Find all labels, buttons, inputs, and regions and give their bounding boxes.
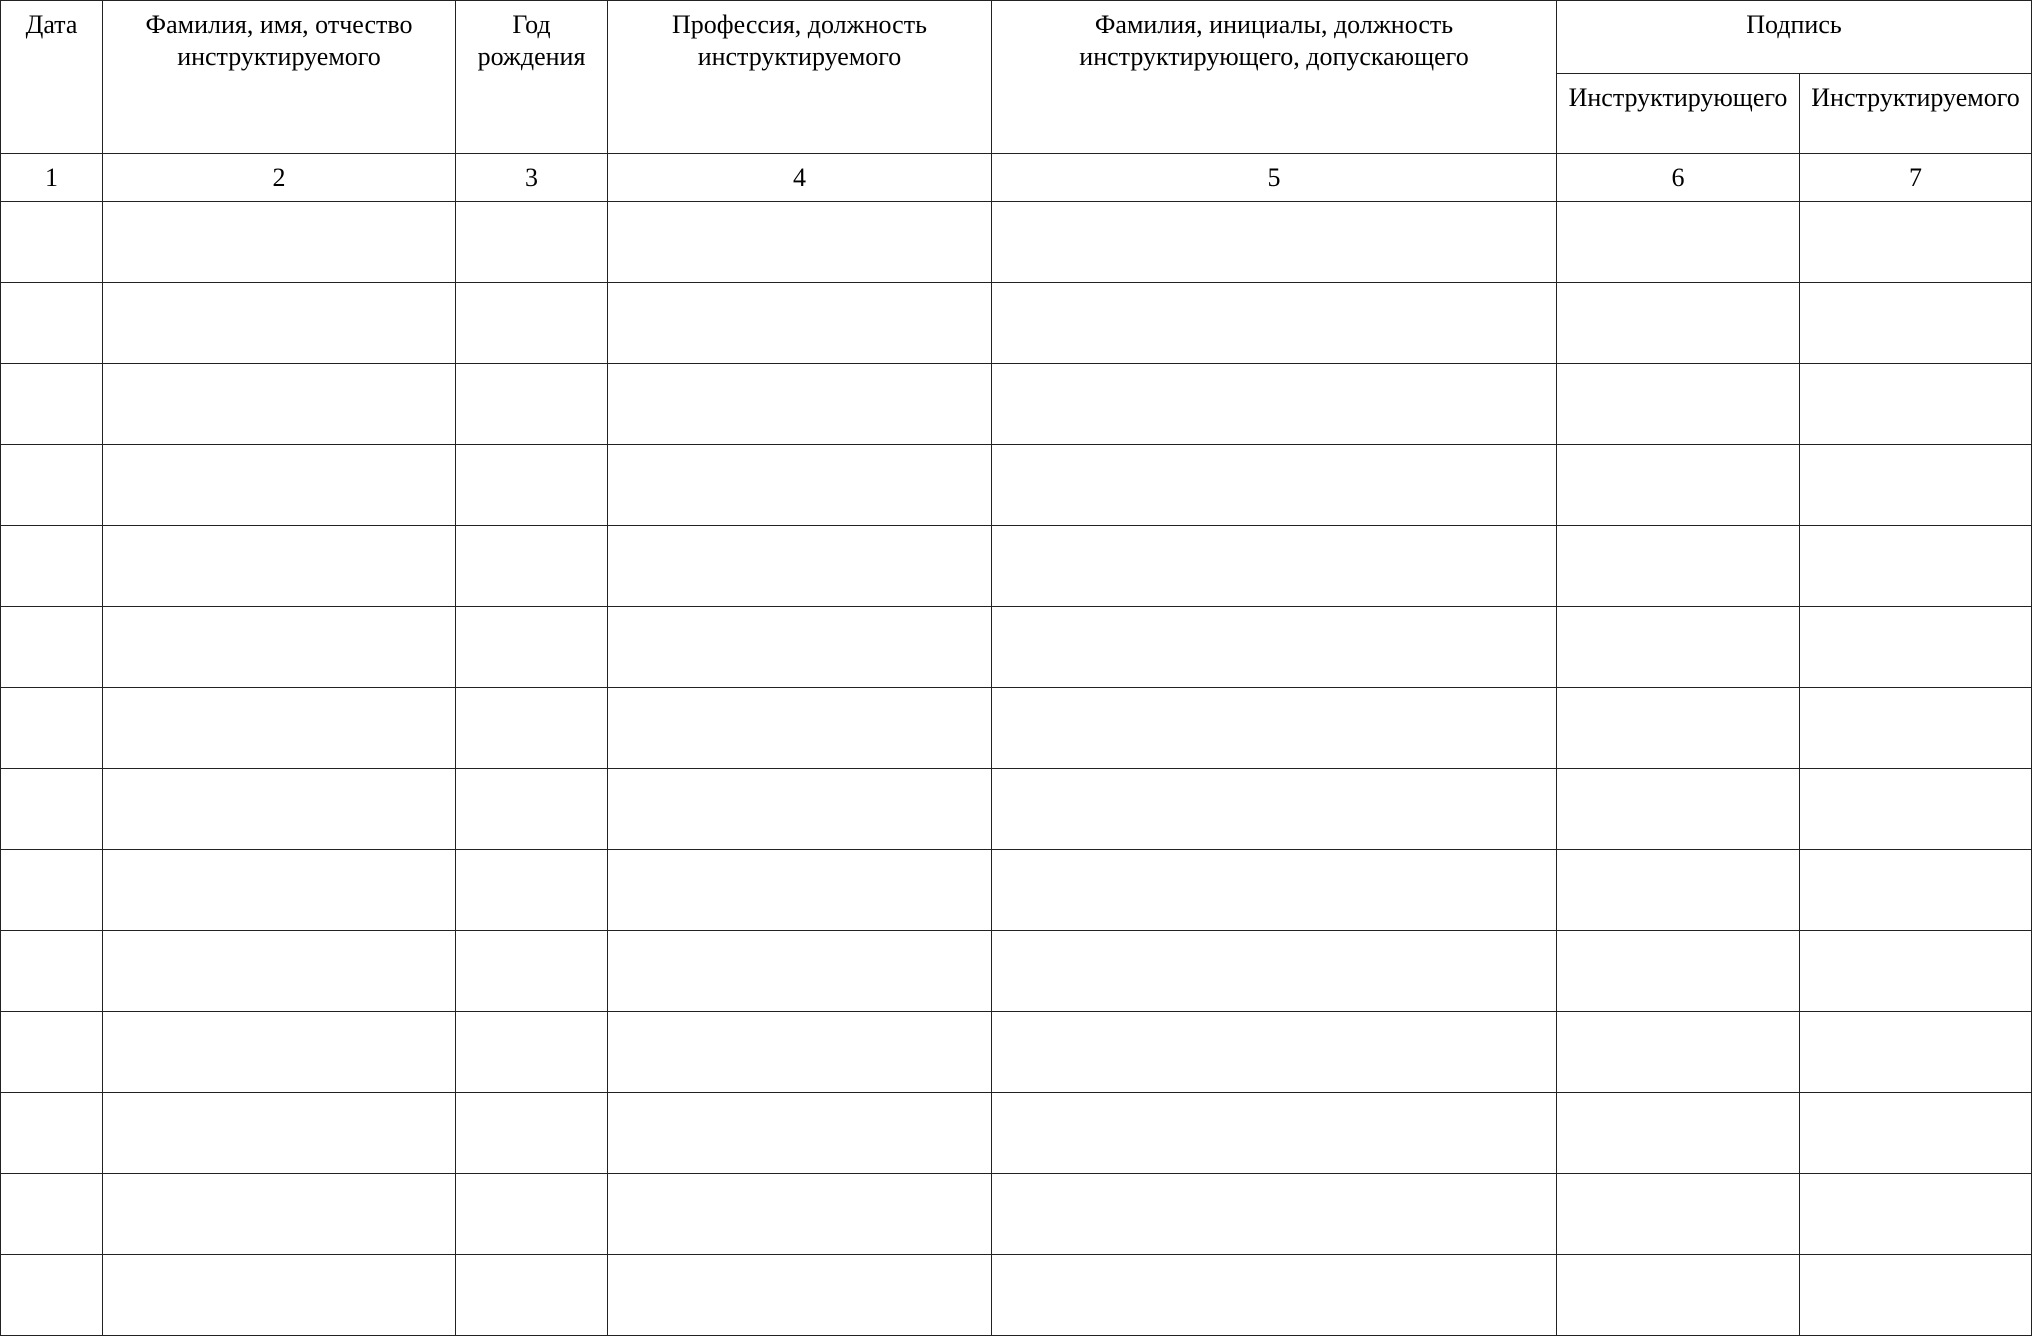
column-number-row — [1, 154, 2032, 202]
table-cell[interactable] — [1557, 202, 1800, 283]
table-cell[interactable] — [103, 1093, 456, 1174]
table-row — [1, 1093, 2032, 1174]
table-row — [1, 1012, 2032, 1093]
table-cell[interactable] — [1557, 769, 1800, 850]
table-cell[interactable] — [1, 202, 103, 283]
table-cell[interactable] — [608, 1093, 992, 1174]
column-number: 2 — [103, 154, 456, 202]
table-cell[interactable] — [1, 283, 103, 364]
column-number: 3 — [456, 154, 608, 202]
table-cell[interactable] — [456, 688, 608, 769]
table-cell[interactable] — [103, 202, 456, 283]
table-row — [1, 364, 2032, 445]
column-number: 5 — [992, 154, 1557, 202]
table-cell[interactable] — [608, 1174, 992, 1255]
header-instructor: Фамилия, инициалы, должность инструктирующего, допускающего — [992, 1, 1557, 154]
table-cell[interactable] — [1800, 445, 2032, 526]
table-cell[interactable] — [103, 931, 456, 1012]
table-row — [1, 769, 2032, 850]
table-cell[interactable] — [1557, 1093, 1800, 1174]
table-cell[interactable] — [1, 607, 103, 688]
table-cell[interactable] — [608, 850, 992, 931]
table-cell[interactable] — [608, 526, 992, 607]
table-cell[interactable] — [992, 283, 1557, 364]
header-full-name: Фамилия, имя, отчество инструктируемого — [103, 1, 456, 154]
table-cell[interactable] — [103, 1174, 456, 1255]
header-signature-instructor: Инструктирующего — [1557, 74, 1800, 154]
table-cell[interactable] — [1557, 1255, 1800, 1336]
table-row — [1, 445, 2032, 526]
header-date: Дата — [1, 1, 103, 154]
table-row — [1, 688, 2032, 769]
table-cell[interactable] — [992, 1093, 1557, 1174]
table-cell[interactable] — [1800, 283, 2032, 364]
column-number: 7 — [1800, 154, 2032, 202]
table-cell[interactable] — [1557, 445, 1800, 526]
table-cell[interactable] — [1557, 931, 1800, 1012]
table-cell[interactable] — [992, 526, 1557, 607]
table-row — [1, 1174, 2032, 1255]
table-row — [1, 202, 2032, 283]
table-cell[interactable] — [103, 364, 456, 445]
table-cell[interactable] — [1800, 364, 2032, 445]
table-cell[interactable] — [1, 526, 103, 607]
table-cell[interactable] — [103, 1255, 456, 1336]
table-cell[interactable] — [992, 1012, 1557, 1093]
table-cell[interactable] — [1, 1093, 103, 1174]
table-cell[interactable] — [608, 445, 992, 526]
table-cell[interactable] — [608, 688, 992, 769]
table-cell[interactable] — [1800, 688, 2032, 769]
header-signature-instructed: Инструктируемого — [1800, 74, 2032, 154]
table-cell[interactable] — [103, 445, 456, 526]
table-cell[interactable] — [103, 850, 456, 931]
table-cell[interactable] — [456, 607, 608, 688]
table-cell[interactable] — [1, 364, 103, 445]
table-row — [1, 850, 2032, 931]
table-cell[interactable] — [456, 850, 608, 931]
table-cell[interactable] — [1, 1174, 103, 1255]
table-cell[interactable] — [992, 607, 1557, 688]
table-cell[interactable] — [992, 931, 1557, 1012]
table-cell[interactable] — [1800, 1012, 2032, 1093]
table-cell[interactable] — [1557, 607, 1800, 688]
table-cell[interactable] — [992, 769, 1557, 850]
table-cell[interactable] — [103, 283, 456, 364]
table-cell[interactable] — [456, 1174, 608, 1255]
table-cell[interactable] — [608, 769, 992, 850]
table-row — [1, 607, 2032, 688]
table-cell[interactable] — [992, 1174, 1557, 1255]
table-cell[interactable] — [608, 607, 992, 688]
header-row — [1, 1, 2032, 74]
table-cell[interactable] — [103, 769, 456, 850]
table-cell[interactable] — [1800, 526, 2032, 607]
table-row — [1, 931, 2032, 1012]
table-cell[interactable] — [1, 445, 103, 526]
table-cell[interactable] — [456, 526, 608, 607]
table-cell[interactable] — [1800, 1255, 2032, 1336]
table-cell[interactable] — [1800, 1093, 2032, 1174]
table-row — [1, 283, 2032, 364]
table-cell[interactable] — [456, 769, 608, 850]
table-cell[interactable] — [1557, 526, 1800, 607]
table-cell[interactable] — [1800, 607, 2032, 688]
table-cell[interactable] — [608, 1255, 992, 1336]
table-cell[interactable] — [1, 1255, 103, 1336]
table-cell[interactable] — [608, 1012, 992, 1093]
table-body — [1, 202, 2032, 1336]
table-cell[interactable] — [1, 769, 103, 850]
table-cell[interactable] — [1800, 931, 2032, 1012]
table-cell[interactable] — [456, 445, 608, 526]
table-cell[interactable] — [992, 1255, 1557, 1336]
table-cell[interactable] — [456, 1012, 608, 1093]
table-cell[interactable] — [992, 688, 1557, 769]
table-cell[interactable] — [1557, 283, 1800, 364]
table-cell[interactable] — [1557, 688, 1800, 769]
table-cell[interactable] — [1557, 850, 1800, 931]
table-cell[interactable] — [456, 364, 608, 445]
table-cell[interactable] — [456, 931, 608, 1012]
table-cell[interactable] — [1800, 1174, 2032, 1255]
table-cell[interactable] — [1557, 1174, 1800, 1255]
table-cell[interactable] — [1800, 202, 2032, 283]
column-number: 1 — [1, 154, 103, 202]
table-cell[interactable] — [1, 850, 103, 931]
table-cell[interactable] — [103, 1012, 456, 1093]
table-cell[interactable] — [1800, 850, 2032, 931]
table-cell[interactable] — [456, 202, 608, 283]
table-cell[interactable] — [456, 283, 608, 364]
table-cell[interactable] — [103, 688, 456, 769]
header-signature-group: Подпись — [1557, 1, 2032, 74]
table-cell[interactable] — [1, 688, 103, 769]
table-row — [1, 526, 2032, 607]
table-cell[interactable] — [608, 364, 992, 445]
table-cell[interactable] — [608, 931, 992, 1012]
table-cell[interactable] — [992, 202, 1557, 283]
table-cell[interactable] — [456, 1255, 608, 1336]
header-birth-year: Год рождения — [456, 1, 608, 154]
table-cell[interactable] — [1557, 1012, 1800, 1093]
table-cell[interactable] — [608, 283, 992, 364]
table-row — [1, 1255, 2032, 1336]
table-cell[interactable] — [608, 202, 992, 283]
table-cell[interactable] — [1557, 364, 1800, 445]
table-cell[interactable] — [1, 931, 103, 1012]
table-cell[interactable] — [992, 364, 1557, 445]
column-number: 4 — [608, 154, 992, 202]
header-profession: Профессия, должность инструктируемого — [608, 1, 992, 154]
table-cell[interactable] — [1800, 769, 2032, 850]
table-cell[interactable] — [456, 1093, 608, 1174]
column-number: 6 — [1557, 154, 1800, 202]
table-cell[interactable] — [103, 526, 456, 607]
table-cell[interactable] — [103, 607, 456, 688]
table-cell[interactable] — [992, 445, 1557, 526]
table-cell[interactable] — [992, 850, 1557, 931]
table-cell[interactable] — [1, 1012, 103, 1093]
